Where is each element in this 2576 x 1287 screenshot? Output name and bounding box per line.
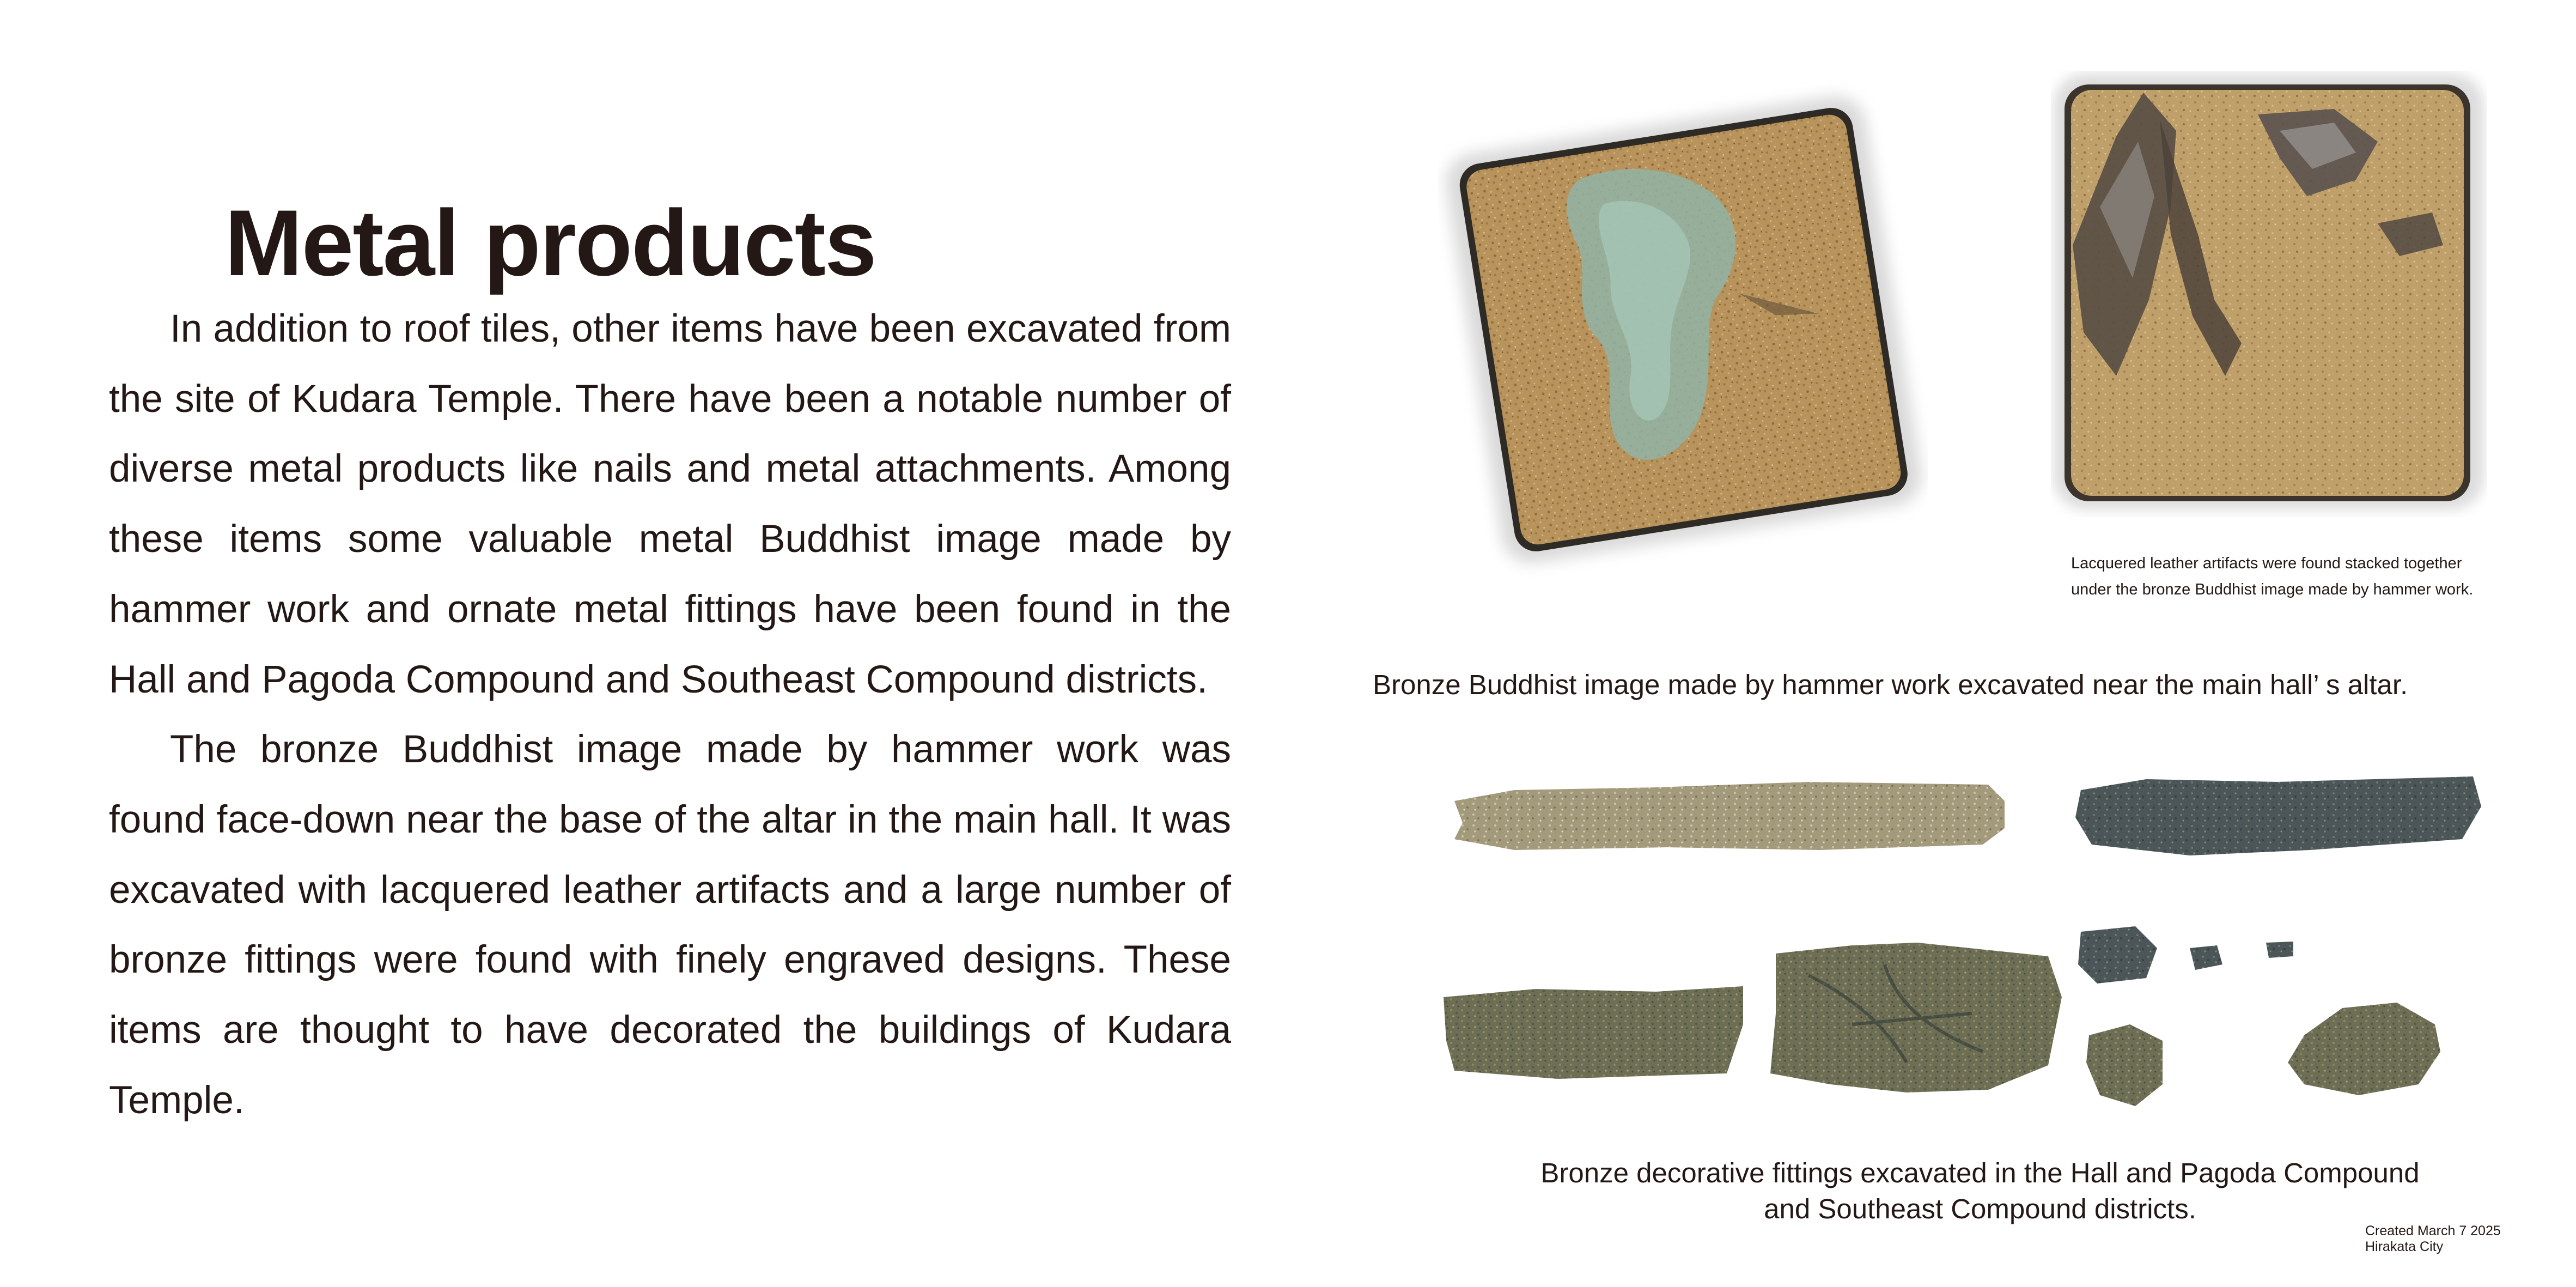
fittings-caption-line-2: and Southeast Compound districts. [1764, 1193, 2196, 1224]
leather-caption-line-2: under the bronze Buddhist image made by hammer work. [2071, 581, 2474, 598]
body-text [109, 294, 1231, 1136]
bronze-fittings-photo [1438, 768, 2489, 1117]
bronze-buddhist-image-photo [1438, 74, 1928, 580]
paragraph-1: In addition to roof tiles, other items have been excavated from the site of Kudara Temple. There have been a notable number of diverse metal products like nails and metal attachments. Among these items some valuable metal Buddhist image made by hammer work and ornate metal fittings have been found in the Hall and Pagoda Compound and Southeast Compound districts. [109, 307, 1231, 701]
buddhist-image-caption: Bronze Buddhist image made by hammer work excavated near the main hall’ s altar. [1373, 669, 2408, 700]
fittings-caption-line-1: Bronze decorative fittings excavated in the Hall and Pagoda Compound [1540, 1157, 2420, 1188]
page-title: Metal products [224, 191, 876, 296]
credit-date: Created March 7 2025 [2365, 1223, 2501, 1239]
lacquered-leather-photo [2051, 71, 2487, 518]
credit-author: Hirakata City [2365, 1239, 2444, 1254]
fittings-caption [1503, 1155, 2457, 1227]
leather-caption [2071, 550, 2529, 603]
credit [2365, 1223, 2540, 1255]
leather-caption-line-1: Lacquered leather artifacts were found stacked together [2071, 555, 2462, 572]
paragraph-2: The bronze Buddhist image made by hammer work was found face-down near the base of the altar in the main hall. It was excavated with lacquered leather artifacts and a large number of bronze fittings were found with finely engraved designs. These items are thought to have decorated the buildings of Kudara Temple. [109, 728, 1231, 1122]
